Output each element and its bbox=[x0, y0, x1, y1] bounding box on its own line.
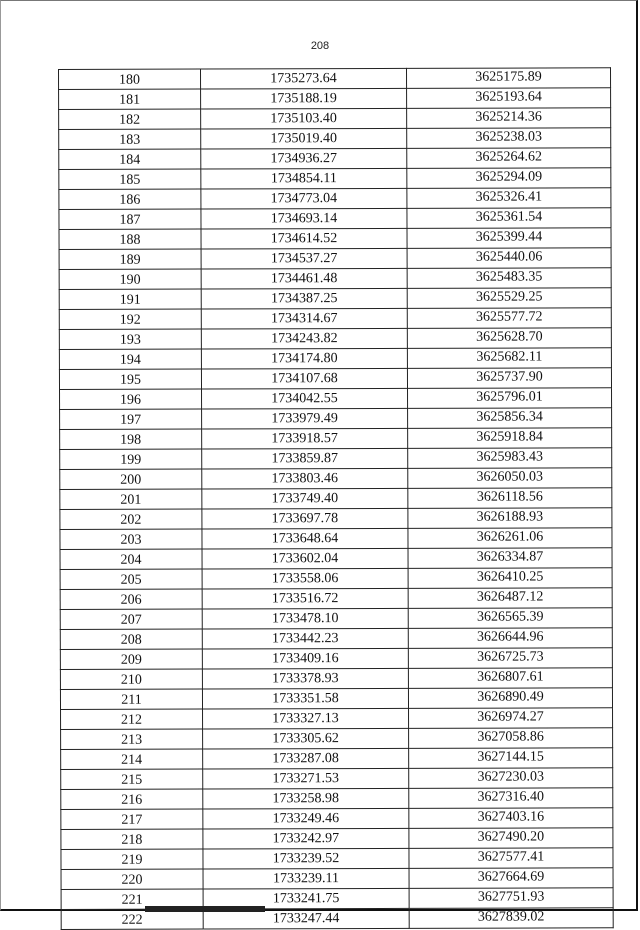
y-coordinate-cell: 3627230.03 bbox=[409, 768, 613, 789]
point-number-cell: 221 bbox=[61, 889, 203, 909]
table-row bbox=[59, 208, 611, 230]
point-number-cell: 200 bbox=[60, 469, 202, 489]
y-coordinate-cell: 3625483.35 bbox=[407, 268, 611, 289]
coordinates-table bbox=[58, 67, 614, 930]
y-coordinate-cell: 3625193.64 bbox=[407, 88, 611, 109]
point-number-cell: 188 bbox=[59, 229, 201, 249]
x-coordinate-cell: 1733697.78 bbox=[202, 508, 408, 529]
point-number-cell: 184 bbox=[59, 149, 201, 169]
point-number-cell: 209 bbox=[60, 649, 202, 669]
y-coordinate-cell: 3627316.40 bbox=[409, 788, 613, 809]
point-number-cell: 196 bbox=[60, 389, 202, 409]
point-number-cell: 217 bbox=[61, 809, 203, 829]
table-row bbox=[61, 908, 613, 930]
table-row bbox=[59, 88, 611, 110]
x-coordinate-cell: 1733918.57 bbox=[202, 428, 408, 449]
y-coordinate-cell: 3625294.09 bbox=[407, 168, 611, 189]
y-coordinate-cell: 3625796.01 bbox=[408, 388, 612, 409]
y-coordinate-cell: 3625628.70 bbox=[407, 328, 611, 349]
x-coordinate-cell: 1734537.27 bbox=[201, 248, 407, 269]
x-coordinate-cell: 1734461.48 bbox=[201, 268, 407, 289]
x-coordinate-cell: 1734042.55 bbox=[202, 388, 408, 409]
x-coordinate-cell: 1733378.93 bbox=[202, 668, 408, 689]
y-coordinate-cell: 3626487.12 bbox=[408, 588, 612, 609]
y-coordinate-cell: 3625737.90 bbox=[407, 368, 611, 389]
y-coordinate-cell: 3625983.43 bbox=[408, 448, 612, 469]
point-number-cell: 191 bbox=[59, 289, 201, 309]
point-number-cell: 211 bbox=[60, 689, 202, 709]
point-number-cell: 195 bbox=[59, 369, 201, 389]
x-coordinate-cell: 1734936.27 bbox=[201, 148, 407, 169]
y-coordinate-cell: 3625529.25 bbox=[407, 288, 611, 309]
y-coordinate-cell: 3625440.06 bbox=[407, 248, 611, 269]
table-row bbox=[59, 188, 611, 210]
y-coordinate-cell: 3626188.93 bbox=[408, 508, 612, 529]
point-number-cell: 198 bbox=[60, 429, 202, 449]
table-row bbox=[60, 548, 612, 570]
point-number-cell: 201 bbox=[60, 489, 202, 509]
x-coordinate-cell: 1733602.04 bbox=[202, 548, 408, 569]
scan-edge-mark bbox=[145, 906, 265, 912]
point-number-cell: 205 bbox=[60, 569, 202, 589]
x-coordinate-cell: 1733239.52 bbox=[203, 848, 409, 869]
x-coordinate-cell: 1733287.08 bbox=[203, 748, 409, 769]
table-row bbox=[60, 448, 612, 470]
x-coordinate-cell: 1734693.14 bbox=[201, 208, 407, 229]
y-coordinate-cell: 3626410.25 bbox=[408, 568, 612, 589]
y-coordinate-cell: 3627751.93 bbox=[409, 888, 613, 909]
y-coordinate-cell: 3625918.84 bbox=[408, 428, 612, 449]
x-coordinate-cell: 1733442.23 bbox=[202, 628, 408, 649]
y-coordinate-cell: 3626807.61 bbox=[408, 668, 612, 689]
y-coordinate-cell: 3626565.39 bbox=[408, 608, 612, 629]
x-coordinate-cell: 1733327.13 bbox=[203, 708, 409, 729]
point-number-cell: 204 bbox=[60, 549, 202, 569]
point-number-cell: 199 bbox=[60, 449, 202, 469]
table-row bbox=[61, 888, 613, 910]
y-coordinate-cell: 3626725.73 bbox=[408, 648, 612, 669]
table-row bbox=[61, 808, 613, 830]
x-coordinate-cell: 1734107.68 bbox=[201, 368, 407, 389]
table-row bbox=[59, 148, 611, 170]
point-number-cell: 181 bbox=[59, 89, 201, 109]
point-number-cell: 185 bbox=[59, 169, 201, 189]
x-coordinate-cell: 1734243.82 bbox=[201, 328, 407, 349]
table-row bbox=[59, 348, 611, 370]
point-number-cell: 190 bbox=[59, 269, 201, 289]
x-coordinate-cell: 1733241.75 bbox=[203, 888, 409, 909]
table-row bbox=[60, 608, 612, 630]
y-coordinate-cell: 3626974.27 bbox=[409, 708, 613, 729]
table-row bbox=[61, 748, 613, 770]
point-number-cell: 216 bbox=[61, 789, 203, 809]
table-row bbox=[61, 828, 613, 850]
y-coordinate-cell: 3627577.41 bbox=[409, 848, 613, 869]
table-row bbox=[60, 568, 612, 590]
table-row bbox=[60, 408, 612, 430]
y-coordinate-cell: 3625577.72 bbox=[407, 308, 611, 329]
point-number-cell: 218 bbox=[61, 829, 203, 849]
point-number-cell: 222 bbox=[61, 909, 203, 929]
point-number-cell: 206 bbox=[60, 589, 202, 609]
point-number-cell: 210 bbox=[60, 669, 202, 689]
y-coordinate-cell: 3627058.86 bbox=[409, 728, 613, 749]
table-row bbox=[60, 588, 612, 610]
table-row bbox=[61, 708, 613, 730]
point-number-cell: 203 bbox=[60, 529, 202, 549]
table-row bbox=[59, 228, 611, 250]
table-row bbox=[59, 308, 611, 330]
point-number-cell: 213 bbox=[61, 729, 203, 749]
y-coordinate-cell: 3627144.15 bbox=[409, 748, 613, 769]
point-number-cell: 186 bbox=[59, 189, 201, 209]
table-row bbox=[60, 688, 612, 710]
x-coordinate-cell: 1734854.11 bbox=[201, 168, 407, 189]
x-coordinate-cell: 1734773.04 bbox=[201, 188, 407, 209]
y-coordinate-cell: 3627839.02 bbox=[409, 908, 613, 929]
x-coordinate-cell: 1733558.06 bbox=[202, 568, 408, 589]
table-row bbox=[61, 728, 613, 750]
point-number-cell: 197 bbox=[60, 409, 202, 429]
point-number-cell: 219 bbox=[61, 849, 203, 869]
x-coordinate-cell: 1734387.25 bbox=[201, 288, 407, 309]
x-coordinate-cell: 1733979.49 bbox=[202, 408, 408, 429]
x-coordinate-cell: 1734314.67 bbox=[201, 308, 407, 329]
y-coordinate-cell: 3627664.69 bbox=[409, 868, 613, 889]
table-row bbox=[59, 108, 611, 130]
table-row bbox=[59, 68, 611, 90]
table-row bbox=[60, 668, 612, 690]
y-coordinate-cell: 3625214.36 bbox=[407, 108, 611, 129]
x-coordinate-cell: 1733258.98 bbox=[203, 788, 409, 809]
x-coordinate-cell: 1733478.10 bbox=[202, 608, 408, 629]
point-number-cell: 220 bbox=[61, 869, 203, 889]
y-coordinate-cell: 3626261.06 bbox=[408, 528, 612, 549]
table-row bbox=[60, 468, 612, 490]
table-row bbox=[59, 328, 611, 350]
table-row bbox=[60, 388, 612, 410]
table-row bbox=[60, 488, 612, 510]
table-row bbox=[59, 248, 611, 270]
point-number-cell: 193 bbox=[59, 329, 201, 349]
x-coordinate-cell: 1733239.11 bbox=[203, 868, 409, 889]
table-row bbox=[61, 848, 613, 870]
x-coordinate-cell: 1734174.80 bbox=[201, 348, 407, 369]
y-coordinate-cell: 3625175.89 bbox=[406, 68, 610, 89]
point-number-cell: 192 bbox=[59, 309, 201, 329]
y-coordinate-cell: 3625682.11 bbox=[407, 348, 611, 369]
x-coordinate-cell: 1733351.58 bbox=[202, 688, 408, 709]
y-coordinate-cell: 3625361.54 bbox=[407, 208, 611, 229]
y-coordinate-cell: 3625856.34 bbox=[408, 408, 612, 429]
table-row bbox=[61, 768, 613, 790]
point-number-cell: 180 bbox=[59, 69, 201, 89]
point-number-cell: 202 bbox=[60, 509, 202, 529]
table-row bbox=[59, 168, 611, 190]
table-row bbox=[60, 428, 612, 450]
table-row bbox=[60, 628, 612, 650]
table-row bbox=[59, 268, 611, 290]
y-coordinate-cell: 3625264.62 bbox=[407, 148, 611, 169]
point-number-cell: 215 bbox=[61, 769, 203, 789]
y-coordinate-cell: 3627490.20 bbox=[409, 828, 613, 849]
table-row bbox=[61, 868, 613, 890]
point-number-cell: 207 bbox=[60, 609, 202, 629]
x-coordinate-cell: 1733749.40 bbox=[202, 488, 408, 509]
point-number-cell: 189 bbox=[59, 249, 201, 269]
x-coordinate-cell: 1733305.62 bbox=[203, 728, 409, 749]
x-coordinate-cell: 1733242.97 bbox=[203, 828, 409, 849]
y-coordinate-cell: 3625399.44 bbox=[407, 228, 611, 249]
point-number-cell: 214 bbox=[61, 749, 203, 769]
y-coordinate-cell: 3626050.03 bbox=[408, 468, 612, 489]
x-coordinate-cell: 1733271.53 bbox=[203, 768, 409, 789]
x-coordinate-cell: 1734614.52 bbox=[201, 228, 407, 249]
page-number: 208 bbox=[310, 40, 330, 52]
table-row bbox=[61, 788, 613, 810]
x-coordinate-cell: 1733409.16 bbox=[202, 648, 408, 669]
x-coordinate-cell: 1735103.40 bbox=[201, 108, 407, 129]
coordinates-table-body bbox=[59, 68, 614, 930]
y-coordinate-cell: 3626644.96 bbox=[408, 628, 612, 649]
x-coordinate-cell: 1733249.46 bbox=[203, 808, 409, 829]
x-coordinate-cell: 1735273.64 bbox=[201, 68, 407, 89]
point-number-cell: 183 bbox=[59, 129, 201, 149]
x-coordinate-cell: 1733648.64 bbox=[202, 528, 408, 549]
x-coordinate-cell: 1733247.44 bbox=[203, 908, 409, 929]
x-coordinate-cell: 1733516.72 bbox=[202, 588, 408, 609]
table-row bbox=[59, 368, 611, 390]
point-number-cell: 212 bbox=[61, 709, 203, 729]
x-coordinate-cell: 1733859.87 bbox=[202, 448, 408, 469]
y-coordinate-cell: 3625326.41 bbox=[407, 188, 611, 209]
point-number-cell: 194 bbox=[59, 349, 201, 369]
table-row bbox=[60, 648, 612, 670]
point-number-cell: 208 bbox=[60, 629, 202, 649]
point-number-cell: 182 bbox=[59, 109, 201, 129]
table-row bbox=[60, 528, 612, 550]
y-coordinate-cell: 3626890.49 bbox=[408, 688, 612, 709]
x-coordinate-cell: 1733803.46 bbox=[202, 468, 408, 489]
y-coordinate-cell: 3627403.16 bbox=[409, 808, 613, 829]
x-coordinate-cell: 1735188.19 bbox=[201, 88, 407, 109]
y-coordinate-cell: 3625238.03 bbox=[407, 128, 611, 149]
y-coordinate-cell: 3626334.87 bbox=[408, 548, 612, 569]
point-number-cell: 187 bbox=[59, 209, 201, 229]
x-coordinate-cell: 1735019.40 bbox=[201, 128, 407, 149]
table-row bbox=[59, 128, 611, 150]
y-coordinate-cell: 3626118.56 bbox=[408, 488, 612, 509]
table-row bbox=[60, 508, 612, 530]
table-row bbox=[59, 288, 611, 310]
